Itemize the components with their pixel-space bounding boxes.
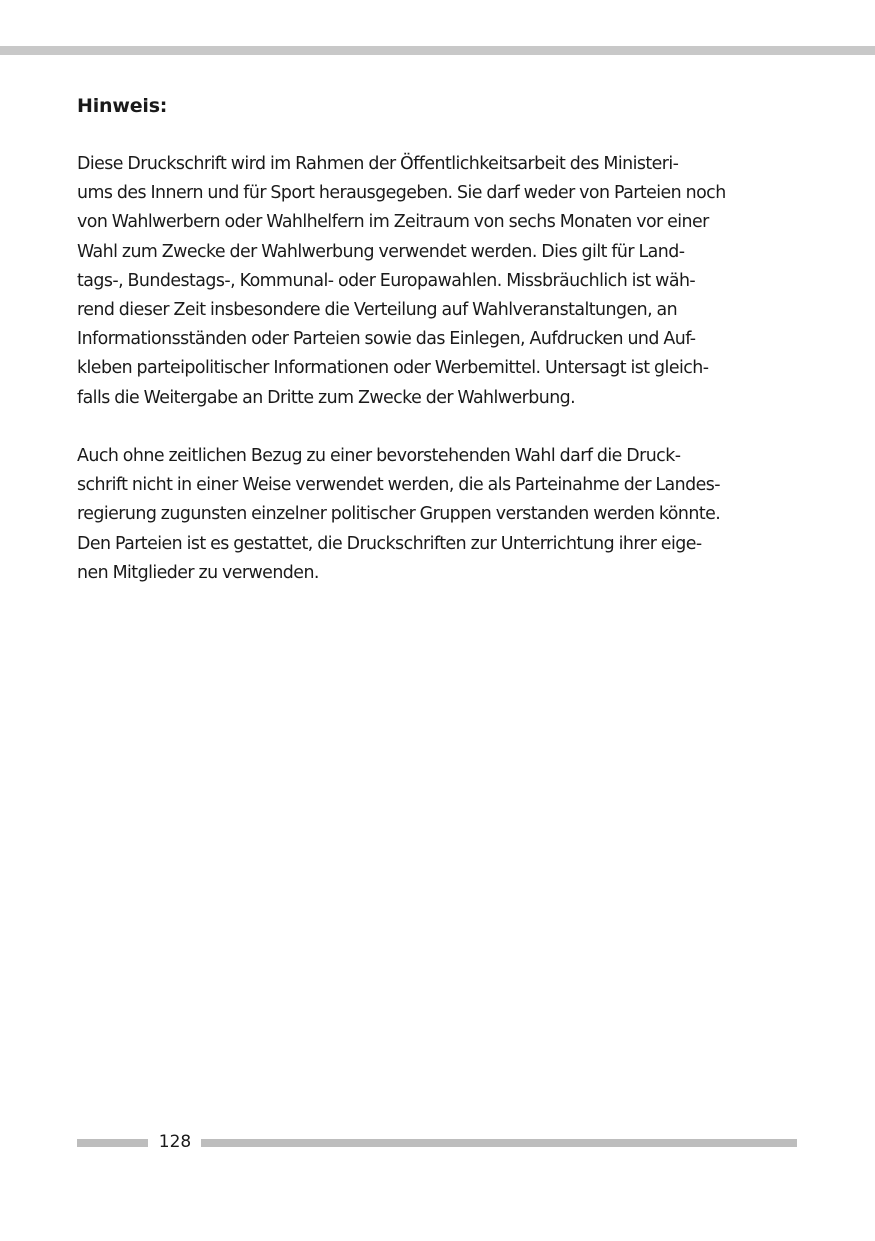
text-line: kleben parteipolitischer Informationen oder Werbemittel. Untersagt ist gleich-: [77, 358, 709, 379]
text-line: tags-, Bundestags-, Kommunal- oder Europawahlen. Missbräuchlich ist wäh-: [77, 270, 696, 291]
footer-divider-left: [77, 1139, 148, 1147]
text-line: von Wahlwerbern oder Wahlhelfern im Zeitraum von sechs Monaten vor einer: [77, 212, 709, 233]
text-line: rend dieser Zeit insbesondere die Verteilung auf Wahlveranstaltungen, an: [77, 300, 678, 321]
text-line: Den Parteien ist es gestattet, die Druckschriften zur Unterrichtung ihrer eige-: [77, 533, 702, 554]
text-line: Auch ohne zeitlichen Bezug zu einer bevorstehenden Wahl darf die Druck-: [77, 446, 681, 467]
text-line: Wahl zum Zwecke der Wahlwerbung verwendet werden. Dies gilt für Land-: [77, 241, 685, 262]
notice-heading: Hinweis:: [77, 95, 168, 117]
page-number: 128: [158, 1132, 192, 1152]
notice-paragraph-1: [77, 150, 799, 413]
notice-content: [77, 92, 799, 617]
notice-paragraph-2: [77, 442, 799, 588]
page-footer: [77, 1128, 799, 1156]
text-line: falls die Weitergabe an Dritte zum Zwecke der Wahlwerbung.: [77, 387, 576, 408]
text-line: schrift nicht in einer Weise verwendet werden, die als Parteinahme der Landes-: [77, 475, 720, 496]
text-line: ums des Innern und für Sport herausgegeben. Sie darf weder von Parteien noch: [77, 183, 726, 204]
text-line: nen Mitglieder zu verwenden.: [77, 562, 319, 583]
footer-divider-right: [201, 1139, 797, 1147]
text-line: regierung zugunsten einzelner politischer Gruppen verstanden werden könnte.: [77, 504, 721, 525]
top-divider: [0, 46, 875, 55]
text-line: Diese Druckschrift wird im Rahmen der Öffentlichkeitsarbeit des Ministeri-: [77, 154, 679, 174]
text-line: Informationsständen oder Parteien sowie das Einlegen, Aufdrucken und Auf-: [77, 329, 696, 350]
